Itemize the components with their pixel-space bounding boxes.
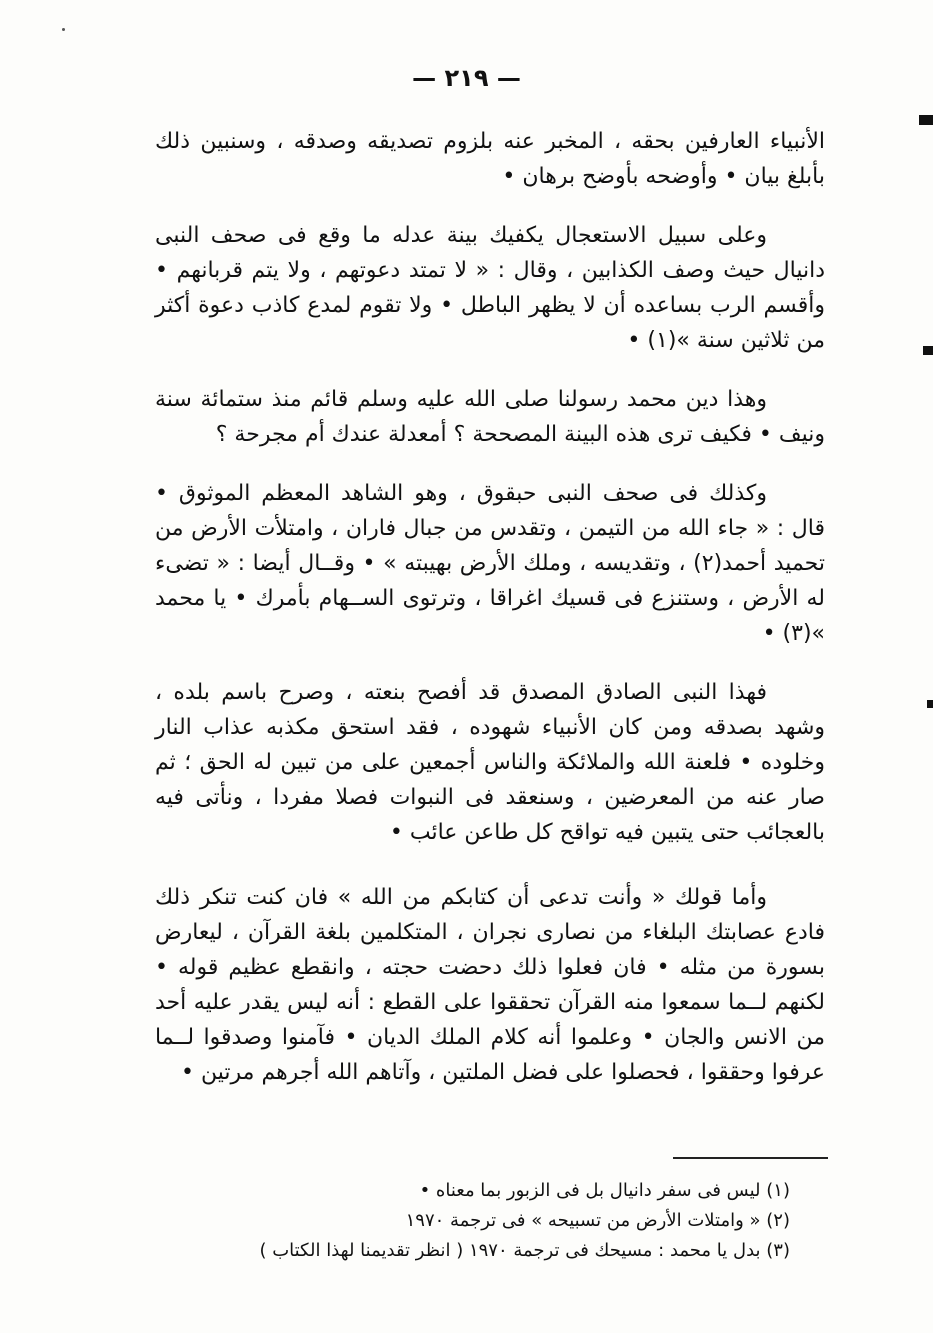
page-number: — ٢١٩ —: [412, 64, 521, 92]
footnote-2: (٢) « وامتلات الأرض من تسبيحه » فى ترجمة ١٩٧٠: [405, 1210, 790, 1231]
scan-edge-mark: [923, 346, 933, 355]
paragraph-2: وعلى سبيل الاستعجال يكفيك بينة عدله ما وقع فى صحف النبى دانيال حيث وصف الكذابين ، وقال : « لا تمتد دعوتهم ، ولا يتم قربانهم • وأقسم الرب بساعده أن لا يظهر الباطل • ولا تقوم لمدع كاذب دعوة أكثر من ثلاثين سنة »(١) •: [155, 223, 825, 353]
footnotes: [150, 1176, 790, 1266]
page-body: [155, 124, 825, 1114]
paragraph-6: وأما قولك « وأنت تدعى أن كتابكم من الله » فان كنت تنكر ذلك فادع عصابتك البلغاء من نصارى نجران ، المتكلمين بلغة القرآن ، ليعارض بسورة من مثله • فان فعلوا ذلك دحضت حجته ، وانقطع عظيم قوله • لكنهم لــما سمعوا منه القرآن تحققوا على القطع : أنه ليس يقدر عليه أحد من الانس والجان • وعلموا أنه كلام الملك الديان • فآمنوا وصدقوا لــما عرفوا وحققوا ، فحصلوا على فضل الملتين ، وآتاهم الله أجرهم مرتين •: [155, 885, 825, 1085]
paragraph-4: وكذلك فى صحف النبى حبقوق ، وهو الشاهد المعظم الموثوق • قال : « جاء الله من التيمن ، وتقدس من جبال فاران ، وامتلأت الأرض من تحميد أحمد(٢) ، وتقديسه ، وملك الأرض بهيبته » • وقــال أيضا : « تضىء له الأرض ، وستنزع فى قسيك اغراقا ، وترتوى الســهام بأمرك • يا محمد »(٣) •: [155, 481, 825, 646]
scan-speck: [62, 28, 65, 31]
paragraph-5: فهذا النبى الصادق المصدق قد أفصح بنعته ، وصرح باسم بلده ، وشهد بصدقه ومن كان الأنبياء شهوده ، فقد استحق مكذبه عذاب النار وخلوده • فلعنة الله والملائكة والناس أجمعين على من تبين له الحق ؛ ثم صار عنه من المعرضين ، وسنعقد فى النبوات فصلا مفردا ، ونأتى فيه بالعجائب حتى يتبين فيه تواقح كل طاعن عائب •: [155, 680, 825, 845]
footnote-3: (٣) بدل يا محمد : مسيحك فى ترجمة ١٩٧٠ ( انظر تقديمنا لهذا الكتاب ): [259, 1240, 790, 1261]
paragraph-3: وهذا دين محمد رسولنا صلى الله عليه وسلم قائم منذ ستمائة سنة ونيف • فكيف ترى هذه البينة المصححة ؟ أمعدلة عندك أم مجرحة ؟: [155, 387, 825, 447]
scan-edge-mark: [919, 115, 933, 125]
scan-edge-mark: [927, 700, 933, 708]
paragraph-1: الأنبياء العارفين بحقه ، المخبر عنه بلزوم تصديقه وصدقه ، وسنبين ذلك بأبلغ بيان • وأوضحه بأوضح برهان •: [155, 129, 825, 189]
footnote-1: (١) ليس فى سفر دانيال بل فى الزبور بما معناه •: [419, 1180, 790, 1201]
footnote-separator: [673, 1157, 828, 1159]
